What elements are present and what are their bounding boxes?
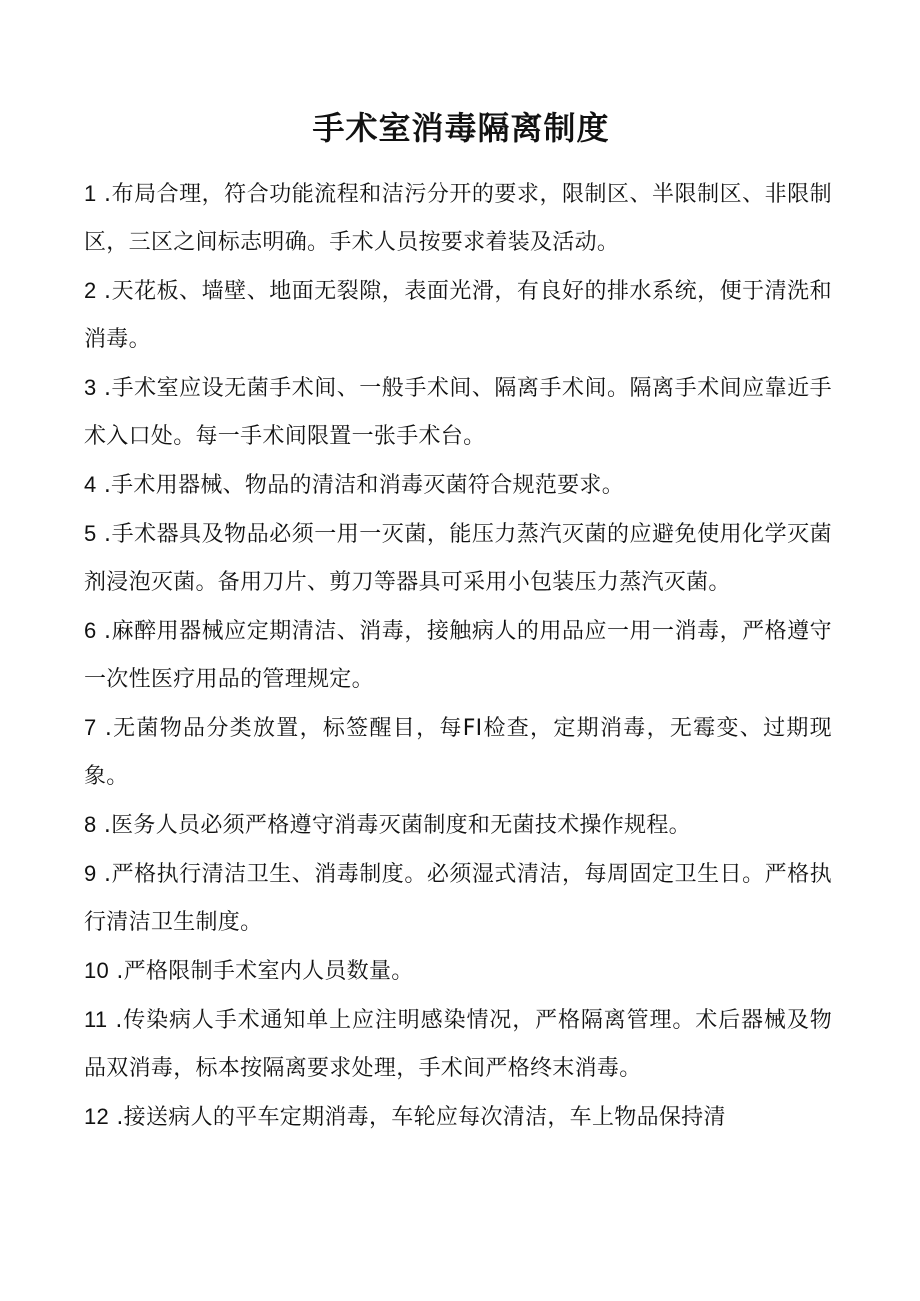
item-text: .严格限制手术室内人员数量。 xyxy=(109,959,414,984)
item-number: 2 xyxy=(84,278,97,303)
item-number: 5 xyxy=(84,521,97,546)
item-number: 1 xyxy=(84,181,97,206)
item-text: .天花板、墙壁、地面无裂隙，表面光滑，有良好的排水系统，便于清洗和消毒。 xyxy=(84,279,832,352)
regulation-item xyxy=(84,510,832,607)
item-text: .手术器具及物品必须一用一灭菌，能压力蒸汽灭菌的应避免使用化学灭菌剂浸泡灭菌。备用刀片、剪刀等器具可采用小包装压力蒸汽灭菌。 xyxy=(84,522,832,595)
item-text: .接送病人的平车定期消毒，车轮应每次清洁，车上物品保持清 xyxy=(109,1105,726,1130)
regulation-item xyxy=(84,850,832,947)
item-text: .布局合理，符合功能流程和洁污分开的要求，限制区、半限制区、非限制区，三区之间标志明确。手术人员按要求着装及活动。 xyxy=(84,182,832,255)
item-number: 3 xyxy=(84,375,97,400)
regulation-list xyxy=(84,170,832,1142)
item-number: 8 xyxy=(84,812,97,837)
item-text: .医务人员必须严格遵守消毒灭菌制度和无菌技术操作规程。 xyxy=(96,813,691,838)
item-number: 9 xyxy=(84,861,97,886)
regulation-item xyxy=(84,801,832,850)
item-text: .手术室应设无菌手术间、一般手术间、隔离手术间。隔离手术间应靠近手术入口处。每一手术间限置一张手术台。 xyxy=(84,376,832,449)
regulation-item xyxy=(84,461,832,510)
regulation-item xyxy=(84,607,832,704)
item-text: .严格执行清洁卫生、消毒制度。必须湿式清洁，每周固定卫生日。严格执行清洁卫生制度。 xyxy=(84,862,832,935)
item-text: .麻醉用器械应定期清洁、消毒，接触病人的用品应一用一消毒，严格遵守一次性医疗用品的管理规定。 xyxy=(84,619,832,692)
item-number: 7 xyxy=(84,715,97,740)
item-number: 11 xyxy=(84,1007,108,1032)
item-text: .手术用器械、物品的清洁和消毒灭菌符合规范要求。 xyxy=(96,473,625,498)
item-number: 10 xyxy=(84,958,110,983)
document-title: 手术室消毒隔离制度 xyxy=(312,109,610,147)
regulation-item xyxy=(84,170,832,267)
regulation-item xyxy=(84,364,832,461)
item-number: 12 xyxy=(84,1104,110,1129)
regulation-item xyxy=(84,1093,832,1142)
item-number: 6 xyxy=(84,618,97,643)
item-text: .传染病人手术通知单上应注明感染情况，严格隔离管理。术后器械及物品双消毒，标本按隔离要求处理，手术间严格终末消毒。 xyxy=(84,1008,832,1081)
item-number: 4 xyxy=(84,472,97,497)
regulation-item xyxy=(84,704,832,801)
regulation-item xyxy=(84,996,832,1093)
item-text: .无菌物品分类放置，标签醒目，每FI检查，定期消毒，无霉变、过期现象。 xyxy=(84,716,832,789)
regulation-item xyxy=(84,947,832,996)
regulation-item xyxy=(84,267,832,364)
